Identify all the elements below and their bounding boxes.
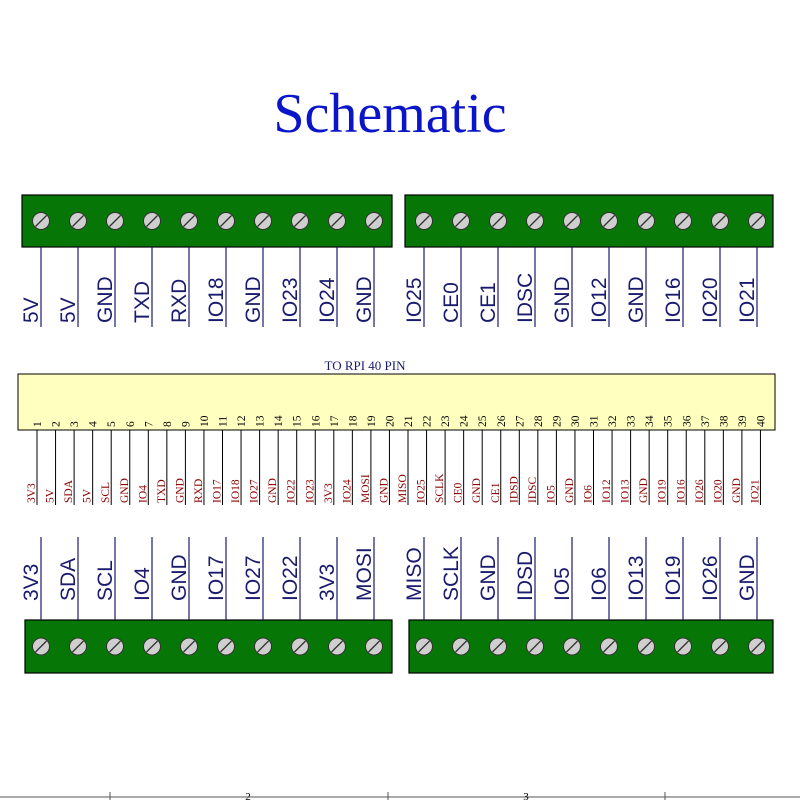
terminal-label: IO25 (403, 277, 426, 323)
terminal-label: IO18 (205, 277, 228, 323)
pin-number: 6 (124, 421, 137, 427)
terminal-label: 5V (57, 297, 80, 323)
terminal-label: IO19 (662, 555, 685, 601)
frame-zone-number: 2 (245, 791, 251, 800)
screw-terminal (366, 213, 383, 230)
screw-terminal (70, 638, 87, 655)
pin-number: 17 (328, 415, 341, 427)
pin-number: 35 (662, 415, 675, 427)
pin-signal: 3V3 (322, 483, 335, 503)
screw-terminal (638, 638, 655, 655)
screw-terminal (33, 213, 50, 230)
terminal-label: IO20 (699, 277, 722, 323)
screw-terminal (416, 213, 433, 230)
pin-number: 29 (551, 415, 564, 427)
screw-terminal (33, 638, 50, 655)
terminal-label: IO4 (131, 567, 154, 601)
rpi-40-pin-header (18, 358, 775, 505)
pin-number: 31 (588, 415, 601, 427)
pin-signal: IO12 (601, 479, 614, 503)
pin-signal: MISO (397, 474, 409, 503)
terminal-label: 3V3 (316, 563, 339, 601)
pin-number: 12 (236, 415, 249, 427)
pin-number: 16 (310, 415, 323, 427)
pin-number: 38 (718, 415, 731, 427)
pin-number: 27 (514, 415, 527, 427)
screw-terminal (490, 213, 507, 230)
terminal-label: IO21 (736, 277, 759, 323)
pin-number: 8 (161, 421, 174, 427)
pin-signal: IO6 (582, 485, 595, 503)
drawing-frame (0, 791, 800, 800)
screw-terminal (675, 638, 692, 655)
terminal-label: IO5 (551, 567, 574, 601)
pin-signal: RXD (192, 478, 205, 503)
pin-signal: GND (730, 478, 743, 503)
pin-number: 3 (69, 421, 82, 427)
pin-number: 34 (644, 415, 657, 427)
screw-terminal (638, 213, 655, 230)
pin-signal: GND (267, 478, 280, 503)
pin-number: 32 (607, 415, 620, 427)
pin-number: 19 (365, 415, 378, 427)
pin-signal: IO22 (285, 479, 298, 503)
pin-signal: TXD (155, 479, 168, 503)
pin-number: 22 (421, 415, 434, 427)
terminal-label: IDSC (514, 272, 537, 323)
terminal-label: RXD (168, 278, 191, 323)
terminal-label: CE0 (440, 282, 463, 323)
pin-number: 25 (477, 415, 490, 427)
terminal-label: GND (625, 276, 648, 323)
terminal-label: GND (477, 554, 500, 601)
terminal-label: IDSD (514, 550, 537, 601)
screw-terminal (675, 213, 692, 230)
top-right-terminal-block (403, 195, 773, 327)
header-label: TO RPI 40 PIN (324, 358, 406, 373)
screw-terminal (218, 638, 235, 655)
screw-terminal (329, 213, 346, 230)
pin-signal: CE0 (452, 482, 465, 503)
pin-signal: CE1 (489, 482, 502, 503)
screw-terminal (749, 213, 766, 230)
screw-terminal (601, 213, 618, 230)
pin-signal: IO27 (248, 479, 261, 503)
screw-terminal (329, 638, 346, 655)
pin-signal: IO25 (415, 479, 428, 503)
terminal-label: IO27 (242, 555, 265, 601)
terminal-label: IO12 (588, 277, 611, 323)
pin-signal: GND (471, 478, 484, 503)
pin-signal: GND (563, 478, 576, 503)
bottom-right-terminal-block (403, 537, 773, 673)
terminal-label: GND (242, 276, 265, 323)
terminal-label: IO23 (279, 277, 302, 323)
pin-number: 13 (254, 415, 267, 427)
pin-number: 40 (755, 415, 768, 427)
frame-zone-number: 3 (523, 791, 529, 800)
pin-number: 9 (180, 421, 193, 427)
terminal-label: IO22 (279, 555, 302, 601)
pin-number: 24 (458, 415, 471, 427)
pin-signal: IO17 (211, 479, 224, 503)
bottom-left-terminal-block (20, 537, 392, 673)
screw-terminal (453, 638, 470, 655)
screw-terminal (749, 638, 766, 655)
terminal-label: MISO (403, 547, 426, 601)
screw-terminal (144, 213, 161, 230)
pin-signal: IO16 (675, 479, 688, 503)
page-title: Schematic (273, 83, 507, 145)
pin-signal: GND (378, 478, 391, 503)
pin-signal: 5V (44, 488, 57, 503)
pin-signal: GND (638, 478, 651, 503)
pin-number: 5 (106, 421, 119, 427)
pin-number: 39 (736, 415, 749, 427)
terminal-label: IO16 (662, 277, 685, 323)
pin-signal: IO24 (341, 479, 354, 503)
screw-terminal (712, 213, 729, 230)
pin-number: 1 (32, 421, 44, 427)
screw-terminal (366, 638, 383, 655)
pin-number: 28 (532, 415, 545, 427)
pin-signal: IDSD (508, 476, 521, 503)
pin-number: 7 (143, 421, 156, 427)
pin-signal: GND (174, 478, 187, 503)
pin-number: 15 (291, 415, 304, 427)
pin-signal: IO18 (230, 479, 243, 503)
screw-terminal (527, 638, 544, 655)
terminal-label: GND (551, 276, 574, 323)
pin-signal: SCL (100, 481, 113, 503)
pin-number: 20 (384, 415, 397, 427)
screw-terminal (181, 638, 198, 655)
top-left-terminal-block (20, 195, 392, 327)
pin-signal: IO13 (619, 479, 632, 503)
pin-signal: IO26 (693, 479, 706, 503)
pin-signal: IO21 (749, 479, 762, 503)
screw-terminal (107, 638, 124, 655)
pin-number: 21 (403, 415, 415, 427)
screw-terminal (181, 213, 198, 230)
terminal-label: IO26 (699, 555, 722, 601)
terminal-label: SCL (94, 560, 117, 601)
terminal-label: GND (353, 276, 376, 323)
screw-terminal (416, 638, 433, 655)
pin-number: 2 (50, 421, 63, 427)
screw-terminal (292, 213, 309, 230)
terminal-label: IO17 (205, 555, 228, 601)
pin-number: 37 (699, 415, 712, 427)
pin-signal: SCLK (434, 473, 447, 503)
pin-signal: 5V (81, 488, 94, 503)
screw-terminal (292, 638, 309, 655)
terminal-label: IO13 (625, 555, 648, 601)
pin-number: 26 (495, 415, 508, 427)
pin-signal: SDA (63, 479, 76, 503)
pin-signal: IO19 (656, 479, 669, 503)
screw-terminal (144, 638, 161, 655)
terminal-label: GND (736, 554, 759, 601)
pin-signal: IO5 (545, 485, 558, 503)
pin-number: 33 (625, 415, 638, 427)
pin-number: 14 (273, 415, 286, 427)
screw-terminal (453, 213, 470, 230)
terminal-label: IO6 (588, 567, 611, 601)
terminal-label: SCLK (440, 546, 463, 601)
screw-terminal (527, 213, 544, 230)
screw-terminal (601, 638, 618, 655)
screw-terminal (490, 638, 507, 655)
pin-number: 18 (347, 415, 360, 427)
terminal-label: TXD (131, 281, 154, 323)
screw-terminal (712, 638, 729, 655)
pin-number: 10 (198, 415, 211, 427)
terminal-label: CE1 (477, 282, 500, 323)
terminal-label: SDA (57, 557, 80, 601)
screw-terminal (107, 213, 124, 230)
screw-terminal (255, 213, 272, 230)
terminal-label: GND (168, 554, 191, 601)
pin-signal: MOSI (359, 474, 372, 503)
terminal-label: 3V3 (20, 563, 43, 601)
pin-number: 36 (681, 415, 694, 427)
pin-signal: 3V3 (26, 483, 38, 503)
screw-terminal (218, 213, 235, 230)
pin-signal: GND (118, 478, 131, 503)
screw-terminal (70, 213, 87, 230)
pin-number: 4 (87, 421, 100, 427)
pin-number: 23 (440, 415, 453, 427)
pin-signal: IO4 (137, 485, 150, 503)
terminal-label: MOSI (353, 547, 376, 601)
screw-terminal (564, 213, 581, 230)
pin-signal: IO20 (712, 479, 725, 503)
pin-signal: IDSC (526, 476, 539, 503)
screw-terminal (255, 638, 272, 655)
pin-signal: IO23 (304, 479, 317, 503)
screw-terminal (564, 638, 581, 655)
terminal-label: 5V (20, 297, 43, 323)
pin-number: 30 (569, 415, 582, 427)
terminal-label: IO24 (316, 277, 339, 323)
terminal-label: GND (94, 276, 117, 323)
pin-number: 11 (217, 415, 230, 427)
